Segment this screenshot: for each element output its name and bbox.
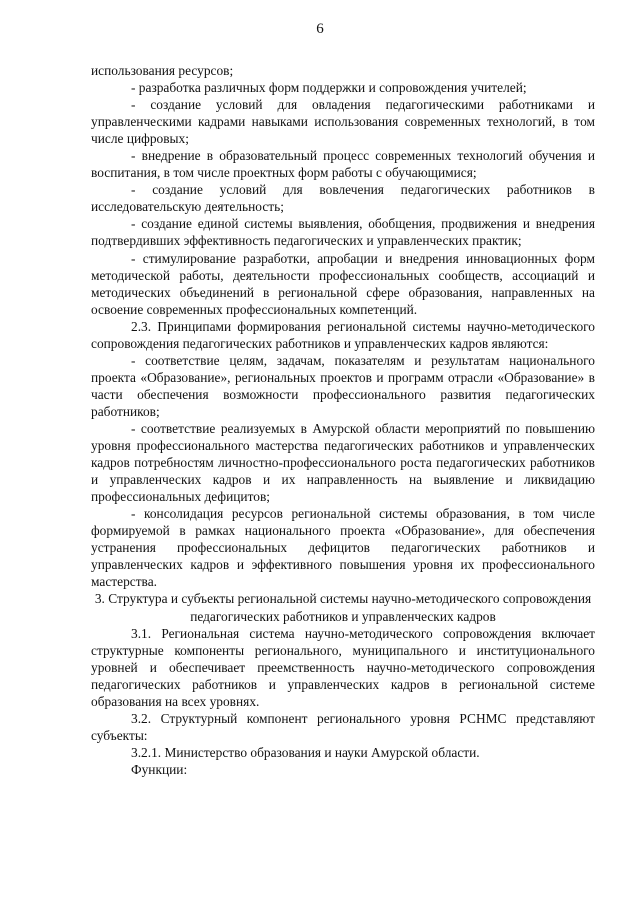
section-3-heading: 3. Структура и субъекты региональной системы научно-методического сопровождения педагогических работников и управленческих кадров xyxy=(94,591,592,624)
section-3-2-1: 3.2.1. Министерство образования и науки Амурской области. xyxy=(131,744,480,760)
paragraph-resources-continuation: использования ресурсов; xyxy=(91,63,234,78)
list-item-technology-skills: - создание условий для овладения педагогическими работниками и управленческими кадрами навыками использования современных технологий, в том числе цифровых; xyxy=(91,97,595,147)
section-2-3-principles: 2.3. Принципами формирования региональной системы научно-методического сопровождения педагогических работников и управленческих кадров являются: xyxy=(91,318,595,351)
list-item-practice-system: - создание единой системы выявления, обобщения, продвижения и внедрения подтвердивших эффективность педагогических и управленческих практик; xyxy=(91,216,595,249)
section-3-2: 3.2. Структурный компонент регионального уровня РСНМС представляют субъекты: xyxy=(91,710,595,743)
page-number: 6 xyxy=(316,21,324,37)
list-item-teacher-support: - разработка различных форм поддержки и сопровождения учителей; xyxy=(131,80,527,96)
list-item-innovation-stimulation: - стимулирование разработки, апробации и внедрения инновационных форм методической работы, деятельности профессиональных сообществ, ассоциаций и методических объединений в региональной сфере образования, направленных на освоение современных профессиональных компетенций. xyxy=(91,250,595,317)
section-3-1: 3.1. Региональная система научно-методического сопровождения включает структурные компоненты регионального, муниципального и институционального уровней и обеспечивает преемственность научно-методического сопровождения педагогических работников и управленческих кадров в региональной системе образования на всех уровнях. xyxy=(91,625,595,709)
list-item-research-involvement: - создание условий для вовлечения педагогических работников в исследовательскую деятельность; xyxy=(91,182,595,215)
principle-goals-compliance: - соответствие целям, задачам, показателям и результатам национального проекта «Образование», региональных проектов и программ отрасли «Образование» в части обеспечения возможности профессионального развития педагогических работников; xyxy=(91,352,595,419)
document-body xyxy=(91,62,595,778)
list-item-modern-technologies: - внедрение в образовательный процесс современных технологий обучения и воспитания, в том числе проектных форм работы с обучающимися; xyxy=(91,148,595,181)
principle-resource-consolidation: - консолидация ресурсов региональной системы образования, в том числе формируемой в рамках национального проекта «Образование», для обеспечения устранения профессиональных дефицитов педагогических работников и управленческих кадров и эффективного повышения уровня их профессионального мастерства. xyxy=(91,506,595,590)
functions-label: Функции: xyxy=(131,761,188,777)
principle-events-compliance: - соответствие реализуемых в Амурской области мероприятий по повышению уровня профессионального мастерства педагогических работников и управленческих кадров потребностям личностно-профессионального роста педагогических работников и управленческих кадров и их направленность на выявление и ликвидацию профессиональных дефицитов; xyxy=(91,420,595,505)
